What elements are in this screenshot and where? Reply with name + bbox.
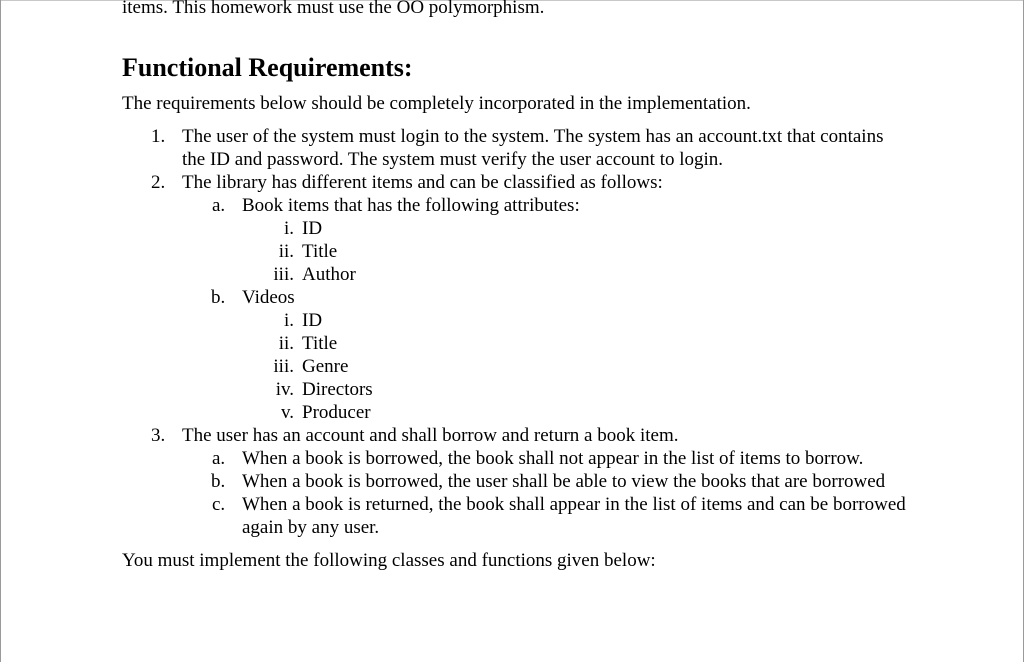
req2-marker: 2. <box>151 172 166 193</box>
list-item-marker: iv. <box>275 379 294 400</box>
req3a-text: When a book is borrowed, the book shall not appear in the list of items to borrow. <box>242 448 864 469</box>
list-item: Directors <box>302 379 373 400</box>
closing-paragraph: You must implement the following classes and functions given below: <box>122 550 656 571</box>
req2b-marker: b. <box>211 287 226 308</box>
req2-text: The library has different items and can be classified as follows: <box>182 172 663 193</box>
req3c-text-line1: When a book is returned, the book shall appear in the list of items and can be borrowed <box>242 494 906 515</box>
req1-text-line1: The user of the system must login to the system. The system has an account.txt that contains <box>182 126 884 147</box>
list-item-marker: iii. <box>273 356 294 377</box>
req3b-text: When a book is borrowed, the user shall be able to view the books that are borrowed <box>242 471 886 492</box>
top-fragment-text: items. This homework must use the OO polymorphism. <box>122 0 545 18</box>
list-item-marker: ii. <box>278 333 294 354</box>
list-item-marker: i. <box>283 218 294 239</box>
req2a-text: Book items that has the following attributes: <box>242 195 580 216</box>
list-item: Title <box>302 333 338 354</box>
list-item: ID <box>302 218 323 239</box>
req2a-marker: a. <box>212 195 226 216</box>
req1-text-line2: the ID and password. The system must verify the user account to login. <box>182 149 724 170</box>
req3c-marker: c. <box>212 494 226 515</box>
list-item: Producer <box>302 402 371 423</box>
req2b-text: Videos <box>242 287 295 308</box>
list-item-marker: ii. <box>278 241 294 262</box>
req3c-text-line2: again by any user. <box>242 517 380 538</box>
section-heading: Functional Requirements: <box>122 53 413 82</box>
list-item: Title <box>302 241 338 262</box>
list-item-marker: iii. <box>273 264 294 285</box>
intro-paragraph: The requirements below should be completely incorporated in the implementation. <box>122 93 751 114</box>
list-item-marker: i. <box>283 310 294 331</box>
list-item: Author <box>302 264 356 285</box>
list-item: Genre <box>302 356 349 377</box>
list-item: ID <box>302 310 323 331</box>
req3b-marker: b. <box>211 471 226 492</box>
req3-marker: 3. <box>151 425 166 446</box>
req1-marker: 1. <box>151 126 166 147</box>
req3-text: The user has an account and shall borrow and return a book item. <box>182 425 679 446</box>
list-item-marker: v. <box>280 402 294 423</box>
req3a-marker: a. <box>212 448 226 469</box>
